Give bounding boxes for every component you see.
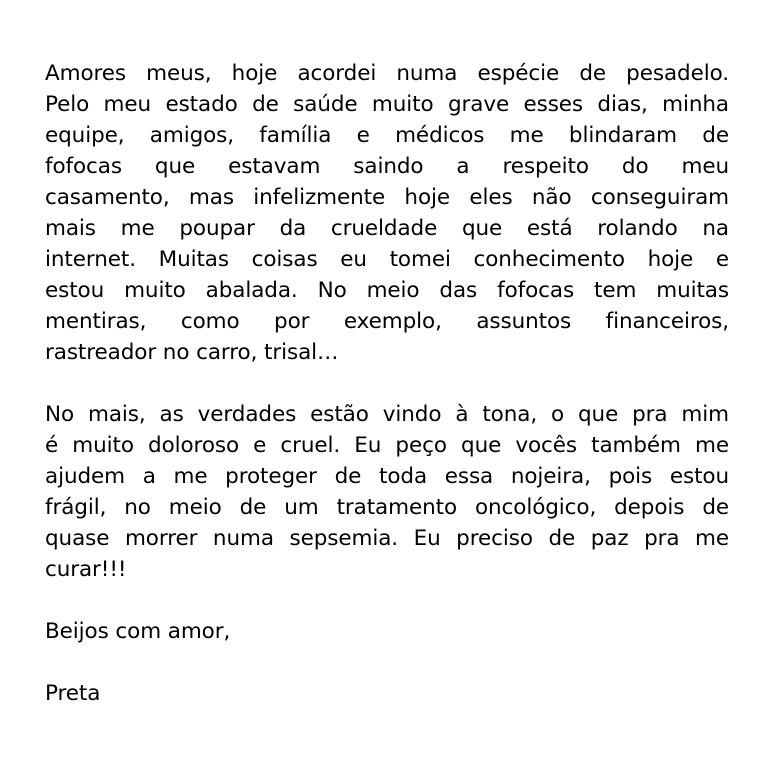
letter-line: Pelo meu estado de saúde muito grave esses dias, minha — [45, 92, 729, 117]
letter-line: ajudem a me proteger de toda essa nojeira, pois estou — [45, 464, 729, 489]
letter-line: No mais, as verdades estão vindo à tona, o que pra mim — [45, 402, 729, 427]
letter-closing — [45, 616, 729, 647]
letter-paragraph-1 — [45, 58, 729, 368]
letter-line: casamento, mas infelizmente hoje eles não conseguiram — [45, 185, 729, 210]
closing-text: Beijos com amor, — [45, 619, 231, 644]
letter-line: é muito doloroso e cruel. Eu peço que vocês também me — [45, 433, 729, 458]
letter-line: frágil, no meio de um tratamento oncológico, depois de — [45, 495, 729, 520]
letter-paragraph-2 — [45, 399, 729, 585]
letter-line: mais me poupar da crueldade que está rolando na — [45, 216, 729, 241]
letter-signature — [45, 678, 729, 709]
letter-line: fofocas que estavam saindo a respeito do meu — [45, 154, 729, 179]
letter-line: estou muito abalada. No meio das fofocas tem muitas — [45, 278, 729, 303]
letter-line: equipe, amigos, família e médicos me blindaram de — [45, 123, 729, 148]
signature-text: Preta — [45, 681, 101, 706]
letter-line: rastreador no carro, trisal… — [45, 340, 339, 365]
letter-line: mentiras, como por exemplo, assuntos financeiros, — [45, 309, 729, 334]
letter-line: curar!!! — [45, 557, 127, 582]
letter-line: Amores meus, hoje acordei numa espécie de pesadelo. — [45, 61, 729, 86]
letter-line: quase morrer numa sepsemia. Eu preciso de paz pra me — [45, 526, 729, 551]
letter-line: internet. Muitas coisas eu tomei conhecimento hoje e — [45, 247, 729, 272]
letter-document — [45, 58, 729, 709]
